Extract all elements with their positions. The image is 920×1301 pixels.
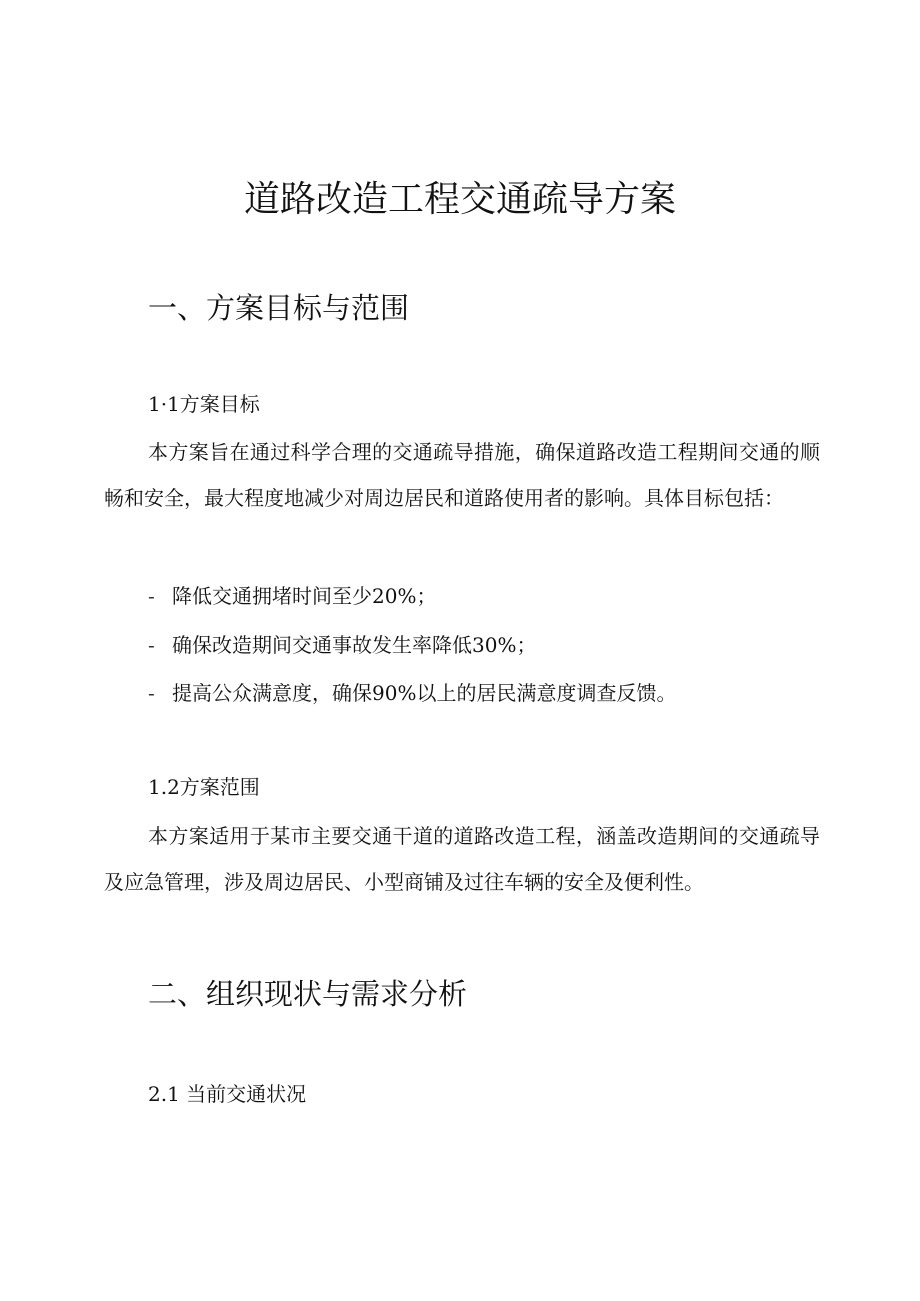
bullet-item [148,581,436,611]
bullet-marker: - [148,633,155,657]
subsection-heading-1-1: 1·1方案目标 [148,392,260,416]
section-heading-1: 一、方案目标与范围 [148,291,410,325]
paragraph-goals: 本方案旨在通过科学合理的交通疏导措施，确保道路改造工程期间交通的顺畅和安全，最大程度地减少对周边居民和道路使用者的影响。具体目标包括： [104,440,820,510]
document-title: 道路改造工程交通疏导方案 [243,179,676,220]
bullet-marker: - [148,584,155,608]
bullet-item [148,678,676,708]
subsection-heading-2-1: 2.1 当前交通状况 [148,1082,307,1106]
bullet-marker: - [148,681,155,705]
bullet-item [148,630,536,660]
subsection-heading-1-2: 1.2方案范围 [148,775,260,799]
bullet-text: 提高公众满意度，确保90%以上的居民满意度调查反馈。 [172,681,677,705]
bullet-text: 降低交通拥堵时间至少20%； [172,584,437,608]
section-heading-2: 二、组织现状与需求分析 [148,977,468,1011]
paragraph-scope: 本方案适用于某市主要交通干道的道路改造工程，涵盖改造期间的交通疏导及应急管理，涉及周边居民、小型商铺及过往车辆的安全及便利性。 [104,824,820,894]
bullet-text: 确保改造期间交通事故发生率降低30%； [172,633,537,657]
